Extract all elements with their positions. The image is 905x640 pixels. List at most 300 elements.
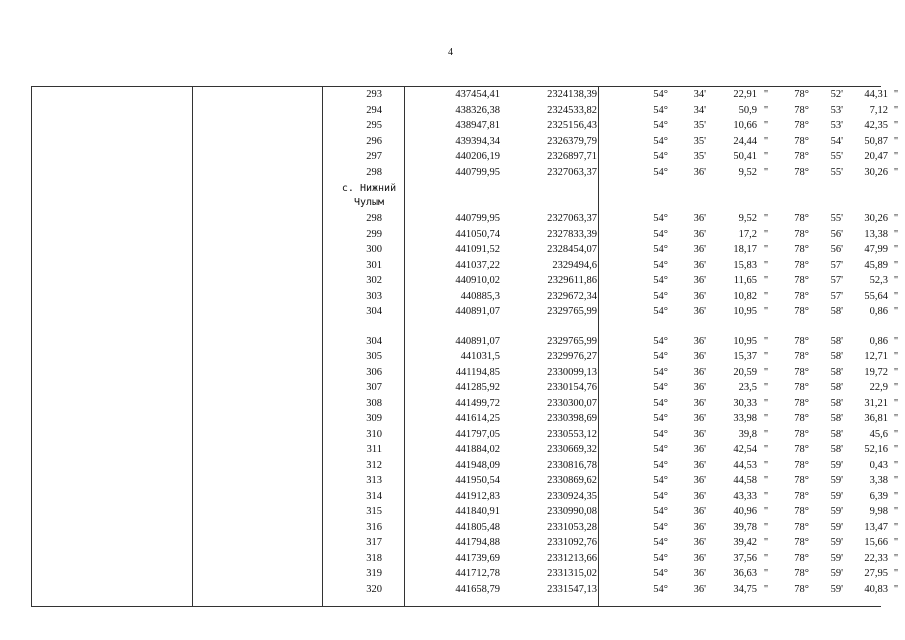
latitude-seconds-mark: ": [763, 506, 769, 517]
latitude-seconds-mark: ": [763, 568, 769, 579]
latitude-seconds-mark: ": [763, 397, 769, 409]
latitude-seconds-mark: ": [763, 490, 769, 502]
table-row: [322, 520, 899, 536]
coord-x: 441712,78: [455, 568, 500, 579]
point-number: 299: [366, 228, 382, 240]
longitude-seconds: 36,81: [864, 413, 888, 424]
coord-x: 441948,09: [455, 459, 500, 471]
latitude-degrees: 54°: [653, 104, 668, 116]
longitude-degrees: 78°: [794, 537, 809, 548]
longitude-minutes: 59': [830, 583, 843, 595]
latitude-seconds-mark: ": [763, 275, 769, 286]
latitude-seconds: 11,65: [733, 275, 757, 286]
longitude-seconds-mark: ": [893, 213, 899, 224]
latitude-minutes: 36': [693, 335, 706, 347]
coordinates-table: [31, 86, 899, 607]
latitude-seconds-mark: ": [763, 475, 769, 486]
latitude-degrees: 54°: [653, 397, 668, 409]
coord-x: 441614,25: [455, 413, 500, 424]
coord-y: 2330669,32: [547, 444, 597, 455]
latitude-degrees: 54°: [653, 213, 668, 224]
longitude-seconds: 30,26: [864, 213, 888, 224]
longitude-minutes: 57': [830, 290, 843, 302]
longitude-minutes: 56': [830, 244, 843, 255]
latitude-minutes: 36': [693, 351, 706, 362]
longitude-seconds-mark: ": [893, 89, 899, 100]
longitude-seconds-mark: ": [893, 413, 899, 424]
coord-x: 441050,74: [455, 228, 500, 240]
longitude-minutes: 59': [830, 475, 843, 486]
longitude-seconds-mark: ": [893, 275, 899, 286]
latitude-minutes: 36': [693, 459, 706, 471]
latitude-seconds: 34,75: [733, 583, 757, 595]
coord-y: 2325156,43: [547, 120, 597, 131]
longitude-minutes: 55': [830, 213, 843, 224]
latitude-minutes: 36': [693, 290, 706, 302]
longitude-seconds: 13,47: [864, 521, 888, 533]
longitude-degrees: 78°: [794, 135, 809, 147]
longitude-minutes: 58': [830, 444, 843, 455]
table-row: [322, 535, 899, 551]
section-gap: [322, 320, 881, 334]
longitude-seconds: 6,39: [869, 490, 888, 502]
longitude-seconds-mark: ": [893, 228, 899, 240]
longitude-seconds-mark: ": [893, 521, 899, 533]
longitude-degrees: 78°: [794, 506, 809, 517]
latitude-seconds: 33,98: [733, 413, 757, 424]
coord-y: 2327063,37: [547, 166, 597, 178]
longitude-seconds: 45,6: [869, 428, 888, 440]
longitude-degrees: 78°: [794, 568, 809, 579]
latitude-minutes: 36': [693, 306, 706, 317]
longitude-seconds: 50,87: [864, 135, 888, 147]
latitude-seconds-mark: ": [763, 335, 769, 347]
longitude-seconds-mark: ": [893, 366, 899, 378]
latitude-seconds-mark: ": [763, 89, 769, 100]
latitude-seconds-mark: ": [763, 306, 769, 317]
longitude-seconds-mark: ": [893, 444, 899, 455]
point-number: 304: [366, 335, 382, 347]
table-row: [322, 427, 899, 443]
latitude-seconds-mark: ": [763, 583, 769, 595]
longitude-seconds: 15,66: [864, 537, 888, 548]
latitude-minutes: 36': [693, 244, 706, 255]
latitude-seconds: 20,59: [733, 366, 757, 378]
longitude-degrees: 78°: [794, 397, 809, 409]
coord-x: 441805,48: [455, 521, 500, 533]
longitude-seconds: 9,98: [869, 506, 888, 517]
coord-x: 441031,5: [460, 351, 500, 362]
coord-y: 2330300,07: [547, 397, 597, 409]
latitude-seconds-mark: ": [763, 244, 769, 255]
longitude-minutes: 55': [830, 151, 843, 162]
table-section: [322, 334, 899, 598]
table-row: [322, 458, 899, 474]
latitude-degrees: 54°: [653, 521, 668, 533]
latitude-seconds: 50,41: [733, 151, 757, 162]
coord-y: 2329672,34: [547, 290, 597, 302]
table-row: [322, 258, 899, 274]
point-number: 315: [366, 506, 382, 517]
coord-x: 441499,72: [455, 397, 500, 409]
longitude-seconds-mark: ": [893, 397, 899, 409]
latitude-seconds: 44,53: [733, 459, 757, 471]
longitude-minutes: 53': [830, 104, 843, 116]
table-row: [322, 489, 899, 505]
table-row: [322, 211, 899, 227]
latitude-degrees: 54°: [653, 259, 668, 271]
longitude-minutes: 58': [830, 335, 843, 347]
point-number: 300: [366, 244, 382, 255]
table-row: [322, 227, 899, 243]
longitude-minutes: 58': [830, 366, 843, 378]
latitude-seconds-mark: ": [763, 537, 769, 548]
table-row: [322, 334, 899, 350]
latitude-seconds-mark: ": [763, 104, 769, 116]
longitude-degrees: 78°: [794, 335, 809, 347]
latitude-minutes: 36': [693, 521, 706, 533]
longitude-seconds: 52,16: [864, 444, 888, 455]
latitude-seconds-mark: ": [763, 444, 769, 455]
longitude-seconds: 20,47: [864, 151, 888, 162]
longitude-minutes: 59': [830, 552, 843, 564]
longitude-seconds: 12,71: [864, 351, 888, 362]
latitude-degrees: 54°: [653, 120, 668, 131]
latitude-degrees: 54°: [653, 459, 668, 471]
latitude-seconds: 42,54: [733, 444, 757, 455]
longitude-minutes: 58': [830, 382, 843, 393]
longitude-minutes: 59': [830, 568, 843, 579]
latitude-degrees: 54°: [653, 151, 668, 162]
longitude-seconds: 0,86: [869, 335, 888, 347]
latitude-seconds-mark: ": [763, 120, 769, 131]
latitude-seconds: 44,58: [733, 475, 757, 486]
coord-y: 2324533,82: [547, 104, 597, 116]
coord-x: 441797,05: [455, 428, 500, 440]
latitude-minutes: 36': [693, 413, 706, 424]
latitude-degrees: 54°: [653, 228, 668, 240]
coord-x: 438326,38: [455, 104, 500, 116]
latitude-degrees: 54°: [653, 306, 668, 317]
longitude-minutes: 59': [830, 521, 843, 533]
latitude-degrees: 54°: [653, 244, 668, 255]
latitude-seconds: 24,44: [733, 135, 757, 147]
longitude-seconds: 3,38: [869, 475, 888, 486]
longitude-seconds-mark: ": [893, 428, 899, 440]
coord-y: 2331053,28: [547, 521, 597, 533]
longitude-minutes: 58': [830, 306, 843, 317]
latitude-seconds-mark: ": [763, 366, 769, 378]
longitude-degrees: 78°: [794, 259, 809, 271]
table-row: [322, 504, 899, 520]
latitude-degrees: 54°: [653, 490, 668, 502]
latitude-seconds-mark: ": [763, 213, 769, 224]
longitude-minutes: 52': [830, 89, 843, 100]
coord-y: 2330990,08: [547, 506, 597, 517]
coord-x: 441285,92: [455, 382, 500, 393]
point-number: 319: [366, 568, 382, 579]
longitude-seconds: 47,99: [864, 244, 888, 255]
latitude-seconds: 40,96: [733, 506, 757, 517]
settlement-label: с. Нижний Чулым: [341, 183, 397, 208]
coord-y: 2330099,13: [547, 366, 597, 378]
longitude-seconds: 52,3: [869, 275, 888, 286]
latitude-seconds: 43,33: [733, 490, 757, 502]
latitude-degrees: 54°: [653, 335, 668, 347]
table-row: [322, 582, 899, 598]
point-number: 316: [366, 521, 382, 533]
coord-x: 441950,54: [455, 475, 500, 486]
longitude-degrees: 78°: [794, 104, 809, 116]
table-section: [322, 211, 899, 320]
coord-x: 441091,52: [455, 244, 500, 255]
coord-y: 2329494,6: [552, 259, 597, 271]
longitude-degrees: 78°: [794, 413, 809, 424]
longitude-minutes: 58': [830, 397, 843, 409]
longitude-minutes: 57': [830, 275, 843, 286]
coord-x: 440799,95: [455, 213, 500, 224]
latitude-degrees: 54°: [653, 537, 668, 548]
coord-y: 2329765,99: [547, 306, 597, 317]
coord-x: 441037,22: [455, 259, 500, 271]
longitude-seconds-mark: ": [893, 506, 899, 517]
longitude-minutes: 55': [830, 166, 843, 178]
coord-y: 2330398,69: [547, 413, 597, 424]
longitude-seconds: 45,89: [864, 259, 888, 271]
longitude-degrees: 78°: [794, 459, 809, 471]
point-number: 295: [366, 120, 382, 131]
point-number: 313: [366, 475, 382, 486]
longitude-seconds: 31,21: [864, 397, 888, 409]
latitude-degrees: 54°: [653, 351, 668, 362]
table-row: [322, 473, 899, 489]
point-number: 298: [366, 213, 382, 224]
longitude-degrees: 78°: [794, 89, 809, 100]
coord-x: 441739,69: [455, 552, 500, 564]
longitude-minutes: 59': [830, 506, 843, 517]
longitude-minutes: 59': [830, 459, 843, 471]
table-row: [322, 551, 899, 567]
point-number: 320: [366, 583, 382, 595]
latitude-seconds: 10,95: [733, 306, 757, 317]
latitude-minutes: 36': [693, 366, 706, 378]
longitude-minutes: 59': [830, 490, 843, 502]
longitude-seconds-mark: ": [893, 459, 899, 471]
latitude-seconds-mark: ": [763, 166, 769, 178]
point-number: 298: [366, 166, 382, 178]
settlement-row: [322, 180, 881, 211]
latitude-degrees: 54°: [653, 506, 668, 517]
point-number: 312: [366, 459, 382, 471]
coord-y: 2324138,39: [547, 89, 597, 100]
latitude-minutes: 36': [693, 259, 706, 271]
latitude-seconds: 22,91: [733, 89, 757, 100]
latitude-minutes: 36': [693, 228, 706, 240]
latitude-minutes: 36': [693, 552, 706, 564]
table-row: [322, 411, 899, 427]
point-number: 294: [366, 104, 382, 116]
point-number: 296: [366, 135, 382, 147]
coord-x: 441884,02: [455, 444, 500, 455]
point-number: 306: [366, 366, 382, 378]
latitude-seconds: 30,33: [733, 397, 757, 409]
longitude-seconds-mark: ": [893, 537, 899, 548]
point-number: 317: [366, 537, 382, 548]
latitude-degrees: 54°: [653, 475, 668, 486]
latitude-minutes: 35': [693, 120, 706, 131]
point-number: 314: [366, 490, 382, 502]
longitude-seconds: 30,26: [864, 166, 888, 178]
longitude-degrees: 78°: [794, 444, 809, 455]
longitude-seconds-mark: ": [893, 120, 899, 131]
longitude-seconds-mark: ": [893, 135, 899, 147]
latitude-seconds: 15,83: [733, 259, 757, 271]
coord-x: 441194,85: [455, 366, 500, 378]
longitude-seconds-mark: ": [893, 306, 899, 317]
latitude-minutes: 36': [693, 506, 706, 517]
longitude-degrees: 78°: [794, 244, 809, 255]
longitude-minutes: 58': [830, 413, 843, 424]
latitude-seconds: 10,95: [733, 335, 757, 347]
longitude-degrees: 78°: [794, 120, 809, 131]
latitude-seconds-mark: ": [763, 428, 769, 440]
latitude-minutes: 36': [693, 428, 706, 440]
table-row: [322, 380, 899, 396]
latitude-seconds: 10,66: [733, 120, 757, 131]
table-row: [322, 118, 899, 134]
latitude-minutes: 36': [693, 583, 706, 595]
longitude-minutes: 58': [830, 428, 843, 440]
latitude-degrees: 54°: [653, 89, 668, 100]
longitude-seconds-mark: ": [893, 166, 899, 178]
latitude-minutes: 36': [693, 275, 706, 286]
table-row: [322, 165, 899, 181]
longitude-seconds-mark: ": [893, 351, 899, 362]
longitude-minutes: 59': [830, 537, 843, 548]
latitude-seconds-mark: ": [763, 552, 769, 564]
latitude-minutes: 36': [693, 166, 706, 178]
latitude-degrees: 54°: [653, 382, 668, 393]
longitude-degrees: 78°: [794, 490, 809, 502]
coord-y: 2330869,62: [547, 475, 597, 486]
latitude-seconds: 37,56: [733, 552, 757, 564]
longitude-seconds-mark: ": [893, 151, 899, 162]
longitude-minutes: 58': [830, 351, 843, 362]
point-number: 311: [366, 444, 382, 455]
latitude-degrees: 54°: [653, 290, 668, 302]
longitude-seconds-mark: ": [893, 259, 899, 271]
latitude-seconds: 9,52: [738, 213, 757, 224]
coord-y: 2331092,76: [547, 537, 597, 548]
latitude-minutes: 36': [693, 475, 706, 486]
longitude-seconds: 22,33: [864, 552, 888, 564]
coord-x: 440799,95: [455, 166, 500, 178]
coord-y: 2329611,86: [547, 275, 597, 286]
longitude-seconds: 7,12: [869, 104, 888, 116]
latitude-seconds: 10,82: [733, 290, 757, 302]
table-row: [322, 396, 899, 412]
coord-x: 437454,41: [455, 89, 500, 100]
latitude-seconds: 39,78: [733, 521, 757, 533]
latitude-minutes: 36': [693, 382, 706, 393]
latitude-seconds: 50,9: [738, 104, 757, 116]
longitude-minutes: 57': [830, 259, 843, 271]
latitude-seconds-mark: ": [763, 228, 769, 240]
point-number: 297: [366, 151, 382, 162]
longitude-seconds-mark: ": [893, 583, 899, 595]
latitude-seconds: 36,63: [733, 568, 757, 579]
table-row: [322, 242, 899, 258]
coord-x: 441840,91: [455, 506, 500, 517]
latitude-seconds-mark: ": [763, 151, 769, 162]
coord-y: 2331213,66: [547, 552, 597, 564]
point-number: 309: [366, 413, 382, 424]
coord-x: 440885,3: [460, 290, 500, 302]
page-number: 4: [448, 47, 453, 58]
longitude-degrees: 78°: [794, 583, 809, 595]
latitude-seconds-mark: ": [763, 413, 769, 424]
latitude-degrees: 54°: [653, 135, 668, 147]
latitude-seconds: 18,17: [733, 244, 757, 255]
latitude-seconds-mark: ": [763, 521, 769, 533]
table-row: [322, 103, 899, 119]
point-number: 308: [366, 397, 382, 409]
longitude-degrees: 78°: [794, 213, 809, 224]
column-divider: [192, 87, 193, 606]
latitude-degrees: 54°: [653, 428, 668, 440]
coord-y: 2331547,13: [547, 583, 597, 595]
coord-y: 2329765,99: [547, 335, 597, 347]
coord-y: 2326897,71: [547, 151, 597, 162]
longitude-degrees: 78°: [794, 366, 809, 378]
table-body: [322, 87, 899, 597]
table-row: [322, 289, 899, 305]
longitude-degrees: 78°: [794, 552, 809, 564]
latitude-minutes: 34': [693, 104, 706, 116]
longitude-seconds-mark: ": [893, 335, 899, 347]
longitude-seconds: 0,43: [869, 459, 888, 471]
coord-x: 441794,88: [455, 537, 500, 548]
latitude-seconds-mark: ": [763, 382, 769, 393]
latitude-degrees: 54°: [653, 552, 668, 564]
point-number: 307: [366, 382, 382, 393]
latitude-minutes: 35': [693, 135, 706, 147]
coord-x: 440910,02: [455, 275, 500, 286]
coord-y: 2326379,79: [547, 135, 597, 147]
coord-y: 2327833,39: [547, 228, 597, 240]
longitude-minutes: 54': [830, 135, 843, 147]
latitude-seconds-mark: ": [763, 135, 769, 147]
longitude-seconds: 0,86: [869, 306, 888, 317]
table-row: [322, 87, 899, 103]
latitude-seconds-mark: ": [763, 351, 769, 362]
latitude-minutes: 36': [693, 444, 706, 455]
longitude-seconds-mark: ": [893, 382, 899, 393]
coord-y: 2331315,02: [547, 568, 597, 579]
latitude-degrees: 54°: [653, 366, 668, 378]
latitude-minutes: 34': [693, 89, 706, 100]
coord-x: 438947,81: [455, 120, 500, 131]
longitude-degrees: 78°: [794, 521, 809, 533]
point-number: 303: [366, 290, 382, 302]
table-row: [322, 442, 899, 458]
longitude-degrees: 78°: [794, 166, 809, 178]
point-number: 293: [366, 89, 382, 100]
longitude-seconds-mark: ": [893, 568, 899, 579]
coord-y: 2328454,07: [547, 244, 597, 255]
latitude-seconds-mark: ": [763, 290, 769, 302]
latitude-minutes: 36': [693, 490, 706, 502]
